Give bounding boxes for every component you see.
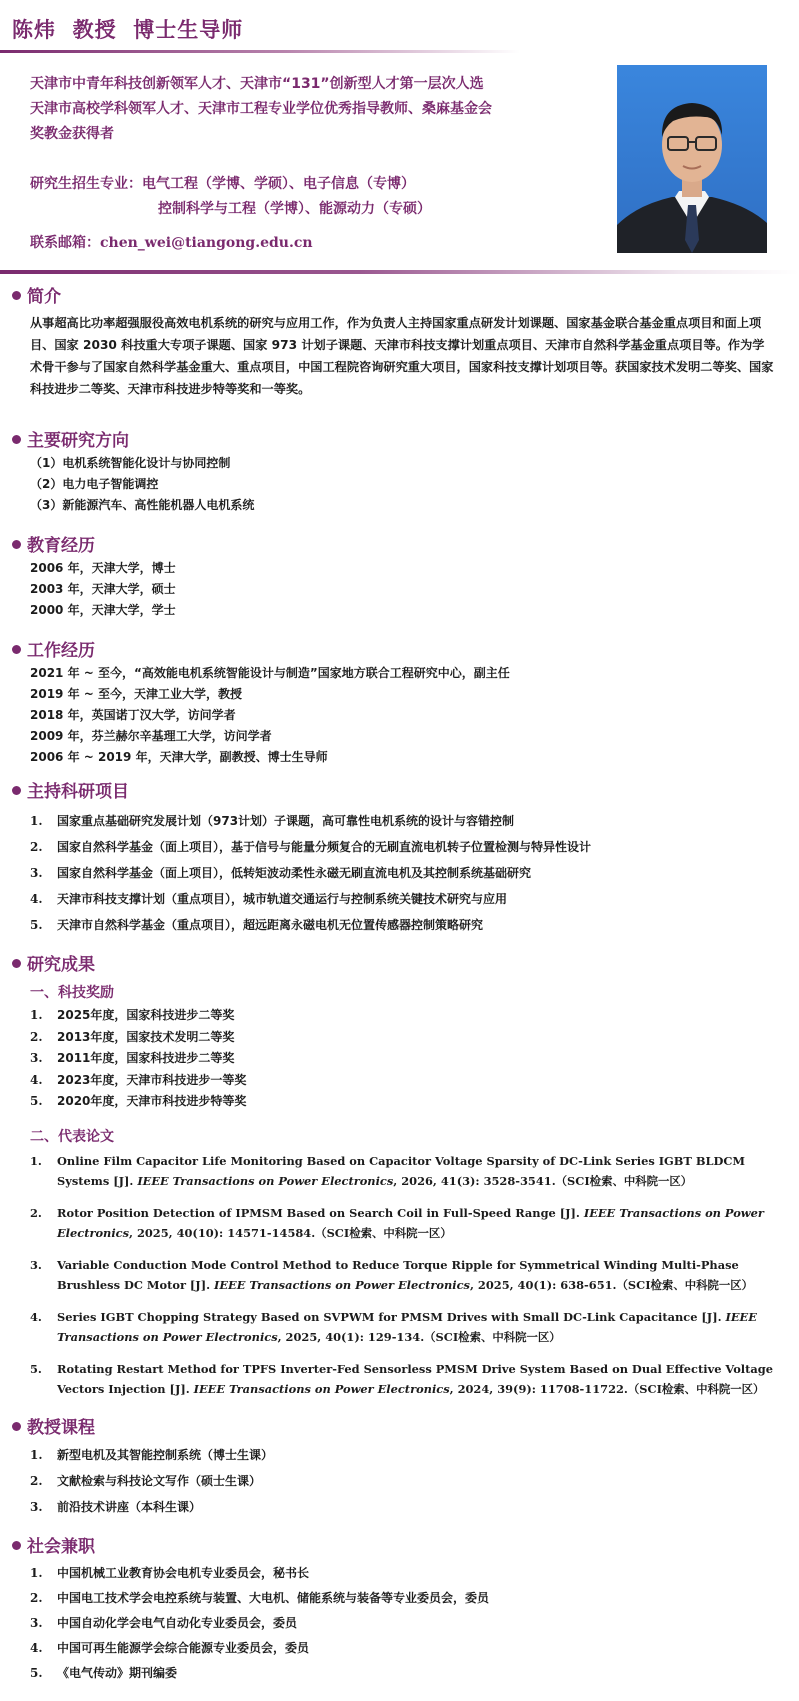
list-item: 2003 年，天津大学，硕士 <box>30 582 176 596</box>
intro-text: 从事超高比功率超强服役高效电机系统的研究与应用工作，作为负责人主持国家重点研发计划课题、国家基金联合基金重点项目和面上项目、国家 2030 科技重大专项子课题、国家 973 计划子课题、天津市科技支撑计划重点项目、天津市自然科学基金重点项目等。作为学术骨干参与了国家自然科学基金重大、重点项目，中国工程院咨询研究重大项目，国家科技支撑计划项目等。获国家技术发明二等奖、国家科技进步二等奖、天津市科技进步特等奖和一等奖。 <box>30 316 774 396</box>
header-divider <box>0 270 799 274</box>
education-list <box>30 558 176 621</box>
paper-item: 5. Rotating Restart Method for TPFS Inverter-Fed Sensorless PMSM Drive System Based on Dual Effective Voltage Vectors Injection [J]. IEEE Transactions on Power Electronics, 2024, 39(9): 11708-11722.（SCI检索、中科院一区） <box>30 1362 773 1396</box>
list-item: 2006 年 ~ 2019 年，天津大学，副教授、博士生导师 <box>30 750 328 764</box>
list-item: 2. 中国电工技术学会电控系统与装置、大电机、储能系统与装备等专业委员会，委员 <box>30 1591 490 1605</box>
section-heading-projects: 主持科研项目 <box>12 777 129 802</box>
list-item: 2018 年，英国诺丁汉大学，访问学者 <box>30 708 236 722</box>
list-item: 3. 前沿技术讲座（本科生课） <box>30 1500 202 1514</box>
papers-subheading: 二、代表论文 <box>30 1129 114 1145</box>
bullet-icon <box>12 959 21 968</box>
list-item: 1. 国家重点基础研究发展计划（973计划）子课题，高可靠性电机系统的设计与容错控制 <box>30 814 515 828</box>
list-item: 3. 国家自然科学基金（面上项目），低转矩波动柔性永磁无刷直流电机及其控制系统基础研究 <box>30 866 532 880</box>
enrollment-block <box>30 172 431 222</box>
list-item: 1. 中国机械工业教育协会电机专业委员会，秘书长 <box>30 1566 310 1580</box>
contact-email <box>30 232 313 252</box>
list-item: （3）新能源汽车、高性能机器人电机系统 <box>30 498 255 512</box>
awards-list <box>30 1005 246 1113</box>
awards-subheading: 一、科技奖励 <box>30 985 114 1001</box>
list-item: 2. 2013年度，国家技术发明二等奖 <box>30 1029 235 1044</box>
list-item: 1. 2025年度，国家科技进步二等奖 <box>30 1008 235 1022</box>
list-item: 2. 文献检索与科技论文写作（硕士生课） <box>30 1474 262 1488</box>
list-item: 2021 年 ~ 至今，“高效能电机系统智能设计与制造”国家地方联合工程研究中心，副主任 <box>30 666 510 680</box>
bullet-icon <box>12 291 21 300</box>
paper-details: , 2026, 41(3): 3528-3541.（SCI检索、中科院一区） <box>393 1174 693 1188</box>
honor-line: 天津市中青年科技创新领军人才、天津市“131”创新型人才第一层次人选 <box>30 76 484 92</box>
paper-title: Variable Conduction Mode Control Method to Reduce Torque Ripple for Symmetrical Winding Multi-Phase Brushless DC Motor [J]. <box>57 1258 739 1292</box>
paper-title: Rotating Restart Method for TPFS Inverter-Fed Sensorless PMSM Drive System Based on Dual Effective Voltage Vectors Injection [J]. <box>57 1362 773 1396</box>
honor-line: 天津市高校学科领军人才、天津市工程专业学位优秀指导教师、桑麻基金会 <box>30 101 492 117</box>
research-list <box>30 453 254 516</box>
list-item: 3. 2011年度，国家科技进步二等奖 <box>30 1051 235 1065</box>
section-heading-research: 主要研究方向 <box>12 426 129 451</box>
papers-list <box>30 1151 777 1411</box>
list-item: 5. 天津市自然科学基金（重点项目），超远距离永磁电机无位置传感器控制策略研究 <box>30 918 484 932</box>
bullet-icon <box>12 1422 21 1431</box>
paper-journal: IEEE Transactions on Power Electronics <box>57 1310 757 1344</box>
list-item: 5. 2020年度，天津市科技进步特等奖 <box>30 1094 247 1108</box>
paper-details: , 2025, 40(10): 14571-14584.（SCI检索、中科院一区） <box>129 1226 452 1240</box>
bullet-icon <box>12 645 21 654</box>
paper-title: Online Film Capacitor Life Monitoring Based on Capacitor Voltage Sparsity of DC-Link Series IGBT BLDCM Systems [J]. <box>57 1154 746 1188</box>
section-heading-results: 研究成果 <box>12 950 95 975</box>
email-label: 联系邮箱： <box>30 235 100 251</box>
honors-block <box>30 72 590 147</box>
title-underline <box>0 50 520 53</box>
honor-line: 奖教金获得者 <box>30 126 114 142</box>
paper-item: 1. Online Film Capacitor Life Monitoring Based on Capacitor Voltage Sparsity of DC-Link Series IGBT BLDCM Systems [J]. IEEE Transactions on Power Electronics, 2026, 41(3): 3528-3541.（SCI检索、中科院一区） <box>30 1154 746 1188</box>
bullet-icon <box>12 435 21 444</box>
enroll-majors-line1: 电气工程（学博、学硕）、电子信息（专博） <box>142 176 415 192</box>
work-list <box>30 663 510 768</box>
list-item: 5. 《电气传动》期刊编委 <box>30 1666 178 1680</box>
section-heading-education: 教育经历 <box>12 531 95 556</box>
section-heading-service: 社会兼职 <box>12 1532 95 1557</box>
list-item: 2. 国家自然科学基金（面上项目），基于信号与能量分频复合的无刷直流电机转子位置检测与特异性设计 <box>30 840 592 854</box>
paper-item: 3. Variable Conduction Mode Control Method to Reduce Torque Ripple for Symmetrical Winding Multi-Phase Brushless DC Motor [J]. IEEE Transactions on Power Electronics, 2025, 40(1): 638-651.（SCI检索、中科院一区） <box>30 1258 754 1292</box>
list-item: 4. 2023年度，天津市科技进步一等奖 <box>30 1072 247 1087</box>
portrait-illustration <box>617 65 767 253</box>
bullet-icon <box>12 786 21 795</box>
service-list <box>30 1561 489 1686</box>
paper-journal: IEEE Transactions on Power Electronics <box>57 1206 764 1240</box>
paper-journal: IEEE Transactions on Power Electronics <box>193 1382 450 1396</box>
list-item: （2）电力电子智能调控 <box>30 477 159 491</box>
section-heading-intro: 简介 <box>12 282 61 307</box>
paper-title: Series IGBT Chopping Strategy Based on SVPWM for PMSM Drives with Small DC-Link Capacitance [J]. <box>57 1310 722 1324</box>
list-item: 1. 新型电机及其智能控制系统（博士生课） <box>30 1448 274 1462</box>
enroll-majors-line2: 控制科学与工程（学博）、能源动力（专硕） <box>158 201 431 217</box>
paper-title: Rotor Position Detection of IPMSM Based on Search Coil in Full-Speed Range [J]. <box>57 1206 580 1220</box>
paper-journal: IEEE Transactions on Power Electronics <box>137 1174 394 1188</box>
paper-journal: IEEE Transactions on Power Electronics <box>214 1278 470 1292</box>
list-item: 2000 年，天津大学，学士 <box>30 603 176 617</box>
section-heading-courses: 教授课程 <box>12 1413 95 1438</box>
email-address[interactable]: chen_wei@tiangong.edu.cn <box>100 235 313 251</box>
page-title: 陈炜 教授 博士生导师 <box>12 18 244 42</box>
projects-list <box>30 808 591 938</box>
list-item: 2019 年 ~ 至今，天津工业大学，教授 <box>30 687 242 701</box>
paper-details: , 2025, 40(1): 638-651.（SCI检索、中科院一区） <box>469 1278 754 1292</box>
paper-details: , 2025, 40(1): 129-134.（SCI检索、中科院一区） <box>277 1330 561 1344</box>
paper-item: 2. Rotor Position Detection of IPMSM Based on Search Coil in Full-Speed Range [J]. IEEE Transactions on Power Electronics, 2025, 40(10): 14571-14584.（SCI检索、中科院一区） <box>30 1206 764 1240</box>
list-item: 2006 年，天津大学，博士 <box>30 561 176 575</box>
list-item: 3. 中国自动化学会电气自动化专业委员会，委员 <box>30 1616 298 1630</box>
list-item: 4. 中国可再生能源学会综合能源专业委员会，委员 <box>30 1641 310 1655</box>
list-item: （1）电机系统智能化设计与协同控制 <box>30 456 231 470</box>
paper-details: , 2024, 39(9): 11708-11722.（SCI检索、中科院一区） <box>449 1382 765 1396</box>
list-item: 4. 天津市科技支撑计划（重点项目），城市轨道交通运行与控制系统关键技术研究与应用 <box>30 892 508 906</box>
portrait-photo <box>617 65 767 253</box>
bullet-icon <box>12 1541 21 1550</box>
enroll-label: 研究生招生专业： <box>30 176 142 192</box>
paper-item: 4. Series IGBT Chopping Strategy Based on SVPWM for PMSM Drives with Small DC-Link Capacitance [J]. IEEE Transactions on Power Electronics, 2025, 40(1): 129-134.（SCI检索、中科院一区） <box>30 1310 757 1344</box>
bullet-icon <box>12 540 21 549</box>
list-item: 2009 年，芬兰赫尔辛基理工大学，访问学者 <box>30 729 272 743</box>
courses-list <box>30 1442 273 1520</box>
section-heading-work: 工作经历 <box>12 636 95 661</box>
